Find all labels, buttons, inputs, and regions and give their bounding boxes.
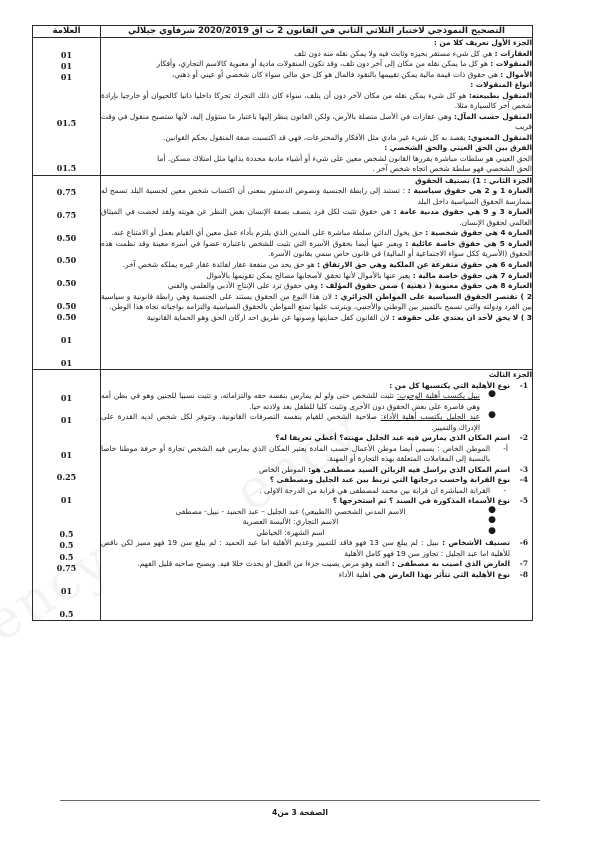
mark-value: 01 xyxy=(60,449,73,460)
part2-question3 xyxy=(101,313,532,324)
statement-label: العبارة 6 هي حقوق متفرعة عن الملكية وهي حق الارتفاق : xyxy=(317,260,532,269)
question-number: 2- xyxy=(519,433,528,443)
bullet-icon: ● xyxy=(488,525,496,536)
movable-type-term: المنقول بطبيعته: xyxy=(468,90,532,100)
footer-divider xyxy=(60,800,540,801)
part1-row xyxy=(33,38,533,176)
definition-line xyxy=(101,70,532,81)
definition-term: العقارات : xyxy=(494,48,532,58)
part2-marks xyxy=(33,175,101,369)
statement-text: وهي حقوق ترد على الإنتاج الأدبي والعلمي والفني xyxy=(167,281,318,291)
question-label: نوع الأسماء المذكورة في السند ؟ ثم استخرجها ؟ xyxy=(332,496,510,506)
statement-label: العبارة 1 و 2 هي حقوق سياسية : xyxy=(407,186,532,196)
bullet-icon: ● xyxy=(488,515,496,526)
statement-text: هي حقوق تثبت لكل فرد يتصف بصفة الإنسان بغض النظر عن هويته ولقد لخصت في الميثاق العالمي لحقوق الإنسان. xyxy=(101,207,532,227)
statement-line xyxy=(101,271,532,282)
bullet-icon: ● xyxy=(488,410,496,421)
movable-type-line xyxy=(101,91,532,112)
definition-term: الأموال : xyxy=(500,69,532,79)
statement-label: العبارة 3 و 9 هي حقوق مدنية عامة : xyxy=(393,207,532,217)
question-number: 8- xyxy=(519,569,528,579)
part3-body xyxy=(101,369,533,620)
statement-label: العبارة 7 هي حقوق خاصة مالية : xyxy=(412,270,532,280)
mark-value: 0.25 xyxy=(56,472,77,483)
part1-body xyxy=(101,38,533,176)
statement-line xyxy=(101,207,532,228)
mark-value: 0.50 xyxy=(56,232,77,243)
difference-text-line2: الحق الشخصي فهو سلطة شخص اتجاه شخص آخر . xyxy=(372,164,532,174)
mark-value: 01 xyxy=(60,494,73,505)
statement-text: : تستند إلى رابطة الجنسية ونصوص الدستور بمعنى أن اكتساب شخص معين لجنسية البلد تسمح له بممارسة الحقوق السياسية داخل البلد xyxy=(101,186,532,206)
answer-term: نبيل يكتسب أهلية الوجوب: xyxy=(396,391,480,401)
exam-title: التصحيح النموذجي لاختبار الثلاثي الثاني في القانون 2 ت اق 2020/2019 شرفاوي جيلالي xyxy=(101,26,533,38)
mark-value: 01 xyxy=(60,392,73,403)
answer-text: الموطن الخاص : يسمى أيضا موطن الأعمال حسب المادة يعتبر المكان الذي يمارس فيه الشخص تجارة أو حرفة موطنا خاصا بالنسبة إلى المعاملات المتعلقة بهذه التجارة أو المهنة. xyxy=(101,443,490,464)
part1-marks xyxy=(33,38,101,176)
question-number: 5- xyxy=(519,496,528,506)
sub-item-marker: أ- xyxy=(503,443,508,453)
part3-row xyxy=(33,369,533,620)
answer-bullet xyxy=(101,525,532,539)
answer-text: اسم الشهرة: الخياطي xyxy=(256,527,325,537)
question-number: 6- xyxy=(519,538,528,548)
question-number: 4- xyxy=(519,475,528,485)
question2-text: لان هذا النوع من الحقوق يستند على الجنسية وهي رابطة قانونية و سياسية بين الفرد ودولته والتي تسمح بالتمييز بين الوطني والأجنبي، ويترتب عليها تمتع المواطن بالحقوق السياسية والتزامه بواجباته تجاه هذا الوطن. xyxy=(101,291,532,312)
definition-text: هي كل شيء مستقر بحيزه وثابت فيه ولا يمكن نقله منه دون تلف xyxy=(293,48,493,58)
question-label: تصنيف الأشخاص : xyxy=(442,538,511,548)
definition-term: المنقولات : xyxy=(490,59,532,69)
movable-type-text: يقصد به كل شيء غير مادي مثل الأفكار والمخترعات، فهي قد اكتسبت صفة المنقول بحكم القوانين. xyxy=(163,132,466,142)
part2-row xyxy=(33,175,533,369)
answer-text: صلاحية الشخص للقيام بنفسه التصرفات القانونية، وتتوفر لكل شخص لديه القدرة على الإدراك والتمييز. xyxy=(101,412,480,432)
question-item xyxy=(101,570,532,581)
question-item xyxy=(101,559,532,570)
part1-heading: الجزء الأول تعريف كلا من : xyxy=(433,38,532,48)
statement-text: ويعبر عنها أيضا بحقوق الأسرة التي تثبت للشخص باعتباره عضوا في أسرة معينة وقد نظمت هذه الحقوق (الأسرية ككل سواء الاجتماعية أو المالية) في قانون خاص سمي بقانون الأسرة. xyxy=(101,238,532,259)
mark-value: 0.75 xyxy=(56,187,77,198)
part3-heading: الجزء الثالث xyxy=(488,369,532,379)
answer-bullet xyxy=(101,412,532,433)
answer-bullet xyxy=(101,517,532,528)
mark-value: 0.75 xyxy=(56,209,77,220)
part2-body xyxy=(101,175,533,369)
answer-text: العته وهو مرض يصيب جزءا من العقل او يحدث خللا فيه. ويصبح صاحبه قليل الفهم. xyxy=(137,559,390,569)
question-number: 7- xyxy=(519,559,528,569)
movable-type-term: المنقول حسب المآل: xyxy=(453,111,532,121)
page-footer xyxy=(60,800,540,817)
mark-value: 01 xyxy=(60,72,73,83)
mark-value: 0.50 xyxy=(56,278,77,289)
mark-value: 0.5 xyxy=(59,608,74,619)
part3-marks xyxy=(33,369,101,620)
mark-value: 01 xyxy=(60,357,73,368)
answer-text: تثبت للشخص حتى ولو لم يمارس بنفسه حقه والتزاماته، و تثبت نسبيا للجنين وهو في بطن أمه وهي قاصرة على بعض الحقوق دون الأخرى وتثبت كليا للطفل بعد ولادته حيا. xyxy=(101,391,480,411)
answer-text: نبيل : لم يبلغ سن 13 فهو فاقد للتمييز وعديم الأهلية اما عبد الحميد : لم يبلغ سن 19 فهو مميز لكن ناقص للأهلية اما عبد الجليل : تجاوز سن 19 فهو كامل الأهلية xyxy=(101,538,510,558)
answer-key-table xyxy=(32,25,533,621)
mark-value: 01.5 xyxy=(56,163,77,174)
mark-value: 01.5 xyxy=(56,117,77,128)
answer-sub-item xyxy=(101,444,532,465)
part1-difference-subheading: الفرق بين الحق العيني والحق الشخصي : xyxy=(384,143,532,153)
mark-value: 0.50 xyxy=(56,300,77,311)
answer-text: القرابة المباشرة ان قرابة بين محمد لمصطفى هي قرابة من الدرجة الاولى . xyxy=(259,485,490,495)
question-label: اسم المكان الذي يمارس فيه عبد الجليل مهنته؟ أعطي تعريفا له؟ xyxy=(275,433,510,443)
statement-label: العبارة 5 هي حقوق خاصة عائلية : xyxy=(405,238,532,248)
question-label: العارض الذي اصيب به مصطفى : xyxy=(391,559,510,569)
table-header-row xyxy=(33,26,533,38)
question-label: نوع القرابة واحسب درجاتها التي تربط بين عبد الجليل ومصطفى ؟ xyxy=(269,475,510,485)
mark-value: 0.50 xyxy=(56,255,77,266)
movable-type-text: هو كل شيء يمكن نقله من مكان لآخر دون أن يتلف، سواء كان ذلك التحرك تحركا داخليا ذاتيا كالحيوان أو خارجيا بإرادة شخص آخر كالسيارة مثلا. xyxy=(101,90,532,111)
question-item xyxy=(101,538,532,559)
question-item xyxy=(101,381,532,392)
page-number: الصفحة 3 من4 xyxy=(272,808,328,817)
mark-value: 01 xyxy=(60,415,73,426)
statement-line xyxy=(101,186,532,207)
statement-line xyxy=(101,260,532,271)
statement-line xyxy=(101,239,532,260)
statement-text: هو حق يحد من منفعة عقار لفائدة عقار غيره يملكه شخص آخر. xyxy=(122,260,315,269)
answer-term: عبد الجليل يكتسب أهلية الأداء: xyxy=(380,412,480,422)
question-label: نوع الأهلية التي تتأثر بهذا العارض هي xyxy=(373,569,510,579)
answer-bullet xyxy=(101,504,532,518)
mark-column-header: العلامة xyxy=(33,26,101,38)
definition-text: هو كل ما يمكن نقله من مكان إلى آخر دون تلف، وقد تكون المنقولات مادية أو معنوية كالاسم التجاري، وأفكار xyxy=(156,59,488,69)
bullet-icon: ● xyxy=(488,389,496,400)
question3-text: لان القانون كفل حمايتها وصونها عن طريق احد اركان الحق وهو الحماية القانونية xyxy=(146,312,390,322)
mark-value: 0.5 xyxy=(59,529,74,540)
question2-label: 2 ) تقتصر الحقوق السياسية على المواطن الجزائري : xyxy=(334,291,532,301)
answer-text: الاسم التجاري: الألبسة العصرية xyxy=(242,517,339,527)
difference-text-line1: الحق العيني هو سلطات مباشرة يقررها القانون لشخص معين على شيء أو أشياء مادية محددة بذاتها مثل امتلاك مسكن. أما xyxy=(157,153,532,163)
question-label: اسم المكان الذي يراسل فيه الزبائن السيد مصطفى هو: xyxy=(308,464,510,474)
statement-line xyxy=(101,228,532,239)
question-item xyxy=(101,465,532,476)
statement-line xyxy=(101,281,532,292)
mark-value: 0.5 xyxy=(59,540,74,551)
question-item xyxy=(101,496,532,507)
part2-heading: الجزء الثاني : 1) تصنيف الحقوق xyxy=(415,175,532,185)
mark-value: 01 xyxy=(60,60,73,71)
movable-type-line xyxy=(101,133,532,144)
mark-value: 0.5 xyxy=(59,551,74,562)
statement-label: العبارة 8 هي حقوق معنوية ( ذهنية ) ضمن حقوق المؤلف : xyxy=(320,281,532,291)
question-item xyxy=(101,475,532,486)
statement-label: العبارة 4 هي حقوق شخصية : xyxy=(425,228,532,238)
movable-type-line xyxy=(101,112,532,133)
bullet-icon: ● xyxy=(488,504,496,515)
answer-dash-item xyxy=(101,486,532,497)
definition-line xyxy=(101,59,532,70)
mark-value: 0.50 xyxy=(56,312,77,323)
statement-text: يعبر عنها بالأموال لأنها تحقق لأصحابها مصالح يمكن تقويمها بالأموال xyxy=(206,270,411,280)
answer-text: الموطن الخاص xyxy=(259,464,306,474)
movable-type-term: المنقول المعنوي: xyxy=(467,132,532,142)
answer-text: اهلية الأداء xyxy=(338,569,371,579)
mark-value: 01 xyxy=(60,49,73,60)
question-number: 3- xyxy=(519,464,528,474)
movable-type-text: وهي عقارات في الأصل متصلة بالأرض، ولكن القانون ينظر إليها باعتبار ما ستؤول إليه، لأنها ستصبح منقول في وقت قريب xyxy=(101,111,532,132)
dash-marker: - xyxy=(503,485,506,495)
mark-value: 0.75 xyxy=(56,563,77,574)
statement-text: حق يخول الدائن سلطة مباشرة على المدين الذي يلتزم بأداء عمل معين أي القيام بعمل أو الامتناع عنه. xyxy=(111,228,423,238)
question-label: نوع الأهلية التي يكتسبها كل من : xyxy=(389,380,510,390)
question3-label: 3 ) لا يحق لأحد ان يعتدي على حقوقه : xyxy=(391,312,532,322)
definition-line xyxy=(101,49,532,60)
question-number: 1- xyxy=(519,380,528,390)
part2-question2 xyxy=(101,292,532,313)
mark-value: 01 xyxy=(60,585,73,596)
mark-value: 01 xyxy=(60,334,73,345)
definition-text: هي حقوق ذات قيمة مالية يمكن تقييمها بالنقود فالمال هو كل حق مالي سواء كان شخصي أو عيني أو ذهني، xyxy=(171,69,498,79)
answer-bullet xyxy=(101,391,532,412)
part1-types-subheading: انواع المنقولات : xyxy=(470,80,532,90)
answer-text: الاسم المدني الشخصي (الطبيعي) عبد الجليل – عبد الحميد - نبيل- مصطفى xyxy=(175,506,406,516)
question-item xyxy=(101,433,532,444)
